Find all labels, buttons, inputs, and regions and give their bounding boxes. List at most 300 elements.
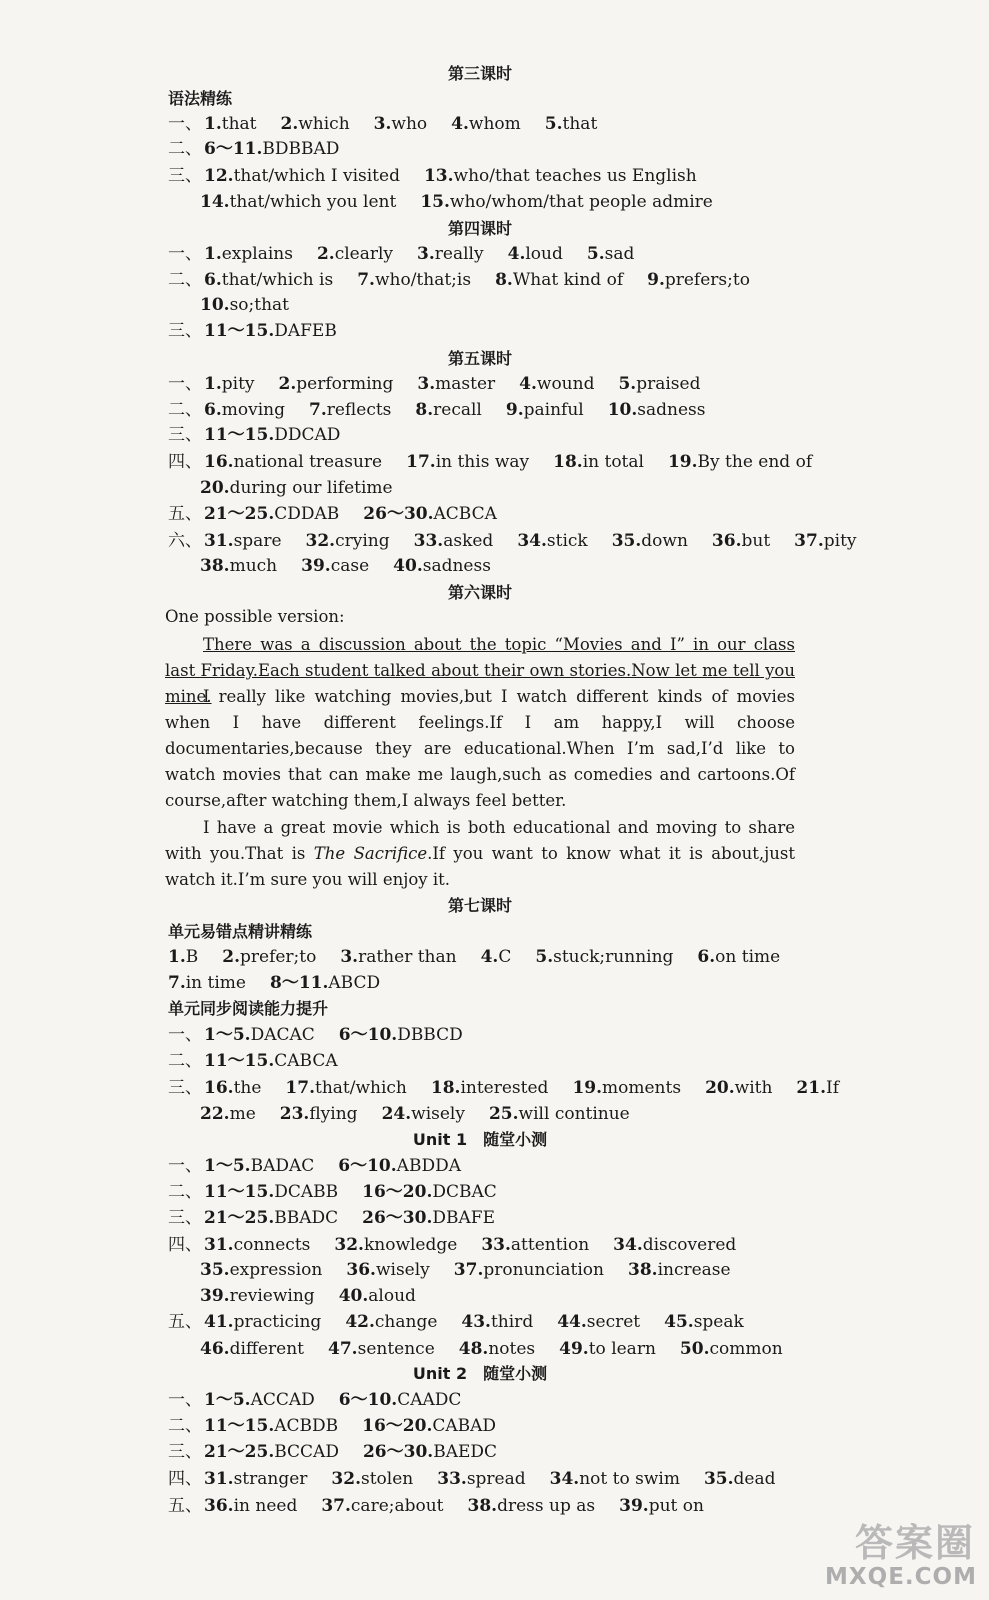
answer-number: 15. (420, 192, 450, 212)
answer-text: will continue (518, 1104, 630, 1124)
question-group-marker: 三、 (168, 166, 202, 186)
answer-item (559, 1339, 656, 1359)
answer-line (200, 1102, 654, 1126)
answer-item (519, 374, 594, 394)
answer-number: 22. (200, 1104, 230, 1124)
answer-text: pity (221, 374, 255, 394)
answer-text: attention (510, 1235, 590, 1255)
answer-number: 36. (204, 1496, 234, 1516)
answer-item (204, 1312, 321, 1332)
answer-text: stolen (361, 1469, 414, 1489)
answer-number: 14. (200, 192, 230, 212)
answer-item (362, 1208, 495, 1228)
answer-text: on time (715, 947, 781, 967)
answer-text: reflects (326, 400, 392, 420)
answer-text: that/which is (221, 270, 334, 290)
answer-item (489, 1104, 630, 1124)
answer-item (345, 1312, 437, 1332)
answer-item (339, 1025, 463, 1045)
answer-text: sadness (637, 400, 706, 420)
answer-line (168, 1440, 521, 1464)
section-heading: 第四课时 (447, 219, 512, 238)
answer-number: 44. (557, 1312, 587, 1332)
question-group-marker: 二、 (168, 1051, 202, 1071)
answer-text: DBBCD (397, 1025, 463, 1045)
answer-number: 34. (613, 1235, 643, 1255)
answer-text: recall (433, 400, 482, 420)
question-group-marker: 六、 (168, 531, 202, 551)
answer-number: 32. (334, 1235, 364, 1255)
answer-item (508, 244, 563, 264)
answer-text: discovered (642, 1235, 737, 1255)
watermark-top: 答案圈 (854, 1521, 975, 1565)
answer-item (612, 531, 688, 551)
answer-text: pity (823, 531, 857, 551)
answer-text: whom (468, 114, 521, 134)
answer-item (306, 531, 390, 551)
answer-item (406, 452, 529, 472)
answer-text: CDDAB (274, 504, 340, 524)
answer-text: DAFEB (274, 321, 337, 341)
answer-number: 33. (437, 1469, 467, 1489)
answer-text: sadness (422, 556, 491, 576)
answer-line (168, 137, 363, 161)
answer-item (481, 947, 512, 967)
answer-item (454, 1260, 604, 1280)
section-heading: 第六课时 (447, 583, 512, 602)
question-group-marker: 二、 (168, 400, 202, 420)
answer-text: national treasure (233, 452, 383, 472)
answer-number: 5. (618, 374, 637, 394)
answer-text: performing (296, 374, 394, 394)
answer-text: but (741, 531, 771, 551)
answer-number: 33. (481, 1235, 511, 1255)
answer-text: case (330, 556, 370, 576)
question-group-marker: 二、 (168, 270, 202, 290)
answer-item (628, 1260, 731, 1280)
answer-item (204, 400, 285, 420)
answer-text: which (298, 114, 350, 134)
answer-text: master (435, 374, 496, 394)
answer-number: 4. (451, 114, 469, 134)
answer-text: crying (335, 531, 390, 551)
answer-item (168, 973, 246, 993)
section-heading: 第五课时 (447, 349, 512, 368)
subheading: 语法精练 (168, 89, 233, 108)
answer-item (339, 1390, 462, 1410)
answer-number: 34. (517, 531, 547, 551)
answer-number: 2. (316, 244, 335, 264)
answer-text: DDCAD (274, 425, 341, 445)
answer-text: in time (185, 973, 246, 993)
answer-text: rather than (358, 947, 457, 967)
answer-number: 10. (607, 400, 638, 420)
answer-text: BDBBAD (262, 139, 340, 159)
answer-text: B (185, 947, 199, 967)
answer-item (697, 947, 780, 967)
answer-item (382, 1104, 465, 1124)
answer-item (506, 400, 584, 420)
answer-text: DCBAC (432, 1182, 497, 1202)
answer-number: 37. (794, 531, 824, 551)
answer-text: connects (233, 1235, 311, 1255)
answer-item (618, 374, 700, 394)
answer-item (279, 374, 394, 394)
answer-text: spread (466, 1469, 526, 1489)
answer-line (168, 529, 881, 553)
answer-text: prefer;to (240, 947, 317, 967)
answer-number: 6. (204, 400, 222, 420)
answer-text: dress up as (497, 1496, 596, 1516)
answer-item (461, 1312, 533, 1332)
answer-text: stranger (233, 1469, 308, 1489)
answer-number: 6. (204, 270, 222, 290)
question-group-marker: 一、 (168, 114, 202, 134)
question-group-marker: 三、 (168, 1442, 202, 1462)
answer-text: CABCA (274, 1051, 338, 1071)
answer-item (362, 1182, 497, 1202)
answer-number: 3. (373, 114, 392, 134)
answer-item (270, 973, 380, 993)
answer-item (204, 1208, 338, 1228)
answer-item (363, 1442, 497, 1462)
answer-number: 2. (280, 114, 299, 134)
answer-line (168, 1494, 728, 1518)
question-group-marker: 三、 (168, 1078, 202, 1098)
answer-item (301, 556, 369, 576)
answer-text: practicing (233, 1312, 322, 1332)
answer-text: expression (229, 1260, 323, 1280)
answer-item (340, 947, 456, 967)
answer-text: really (434, 244, 484, 264)
answer-number: 26～30. (362, 1442, 434, 1462)
answer-number: 1. (204, 244, 222, 264)
answer-number: 8. (495, 270, 513, 290)
answer-item (668, 452, 812, 472)
answer-item (200, 556, 277, 576)
answer-number: 26～30. (363, 504, 434, 524)
answer-line (168, 502, 521, 526)
answer-item (204, 166, 400, 186)
answer-text: BBADC (274, 1208, 339, 1228)
answer-line (168, 1467, 800, 1491)
watermark-logo (760, 1508, 989, 1600)
answer-number: 6～10. (338, 1390, 398, 1410)
answer-number: 40. (338, 1286, 369, 1306)
answer-item (204, 1442, 339, 1462)
answer-text: much (229, 556, 278, 576)
answer-text: ACCAD (250, 1390, 315, 1410)
question-group-marker: 三、 (168, 1208, 202, 1228)
answer-item (495, 270, 623, 290)
answer-text: CABAD (432, 1416, 497, 1436)
answer-text: that/which you lent (229, 192, 397, 212)
answer-text: not to swim (579, 1469, 680, 1489)
answer-number: 6～10. (338, 1025, 398, 1045)
answer-number: 11～15. (204, 321, 275, 341)
answer-line (168, 971, 404, 995)
answer-text: prefers;to (664, 270, 750, 290)
answer-item (204, 270, 333, 290)
answer-number: 39. (301, 556, 331, 576)
answer-text: ABCD (328, 973, 381, 993)
answer-text: CAADC (397, 1390, 462, 1410)
answer-item (317, 244, 393, 264)
section-heading: 第三课时 (447, 64, 512, 83)
question-group-marker: 三、 (168, 321, 202, 341)
answer-line (200, 476, 417, 500)
answer-number: 13. (423, 166, 454, 186)
answer-number: 26～30. (362, 1208, 433, 1228)
answer-line (168, 268, 774, 292)
answer-item (420, 192, 713, 212)
answer-text: stick (546, 531, 588, 551)
answer-text: wisely (375, 1260, 430, 1280)
question-group-marker: 二、 (168, 1416, 202, 1436)
answer-number: 4. (507, 244, 526, 264)
answer-item (557, 1312, 640, 1332)
answer-text: who/that teaches us English (453, 166, 697, 186)
answer-item (451, 114, 521, 134)
answer-number: 37. (453, 1260, 484, 1280)
answer-item (204, 504, 339, 524)
answer-line (168, 1180, 521, 1204)
section-heading: 第七课时 (447, 896, 512, 915)
answer-number: 9. (647, 270, 665, 290)
answer-item (204, 1156, 314, 1176)
answer-number: 9. (505, 400, 524, 420)
answer-number: 11～15. (204, 1416, 275, 1436)
answer-item (357, 270, 471, 290)
answer-line (168, 1310, 768, 1334)
answer-text: ACBDB (274, 1416, 339, 1436)
answer-text: DCABB (274, 1182, 339, 1202)
answer-number: 6～10. (338, 1156, 397, 1176)
answer-text: reviewing (229, 1286, 315, 1306)
answer-item (321, 1496, 443, 1516)
answer-text: wisely (411, 1104, 465, 1124)
answer-text: If (826, 1078, 840, 1098)
answer-item (346, 1260, 429, 1280)
answer-number: 12. (204, 166, 234, 186)
answer-text: DBAFE (432, 1208, 495, 1228)
answer-number: 2. (222, 947, 240, 967)
answer-text: secret (586, 1312, 641, 1332)
question-group-marker: 四、 (168, 1235, 202, 1255)
answer-number: 7. (357, 270, 375, 290)
answer-text: interested (460, 1078, 549, 1098)
answer-item (204, 531, 282, 551)
answer-item (204, 321, 337, 341)
answer-number: 1～5. (204, 1025, 251, 1045)
question-group-marker: 四、 (168, 1469, 202, 1489)
answer-number: 50. (679, 1339, 710, 1359)
answer-item (608, 400, 706, 420)
answer-number: 8. (415, 400, 434, 420)
answer-item (431, 1078, 549, 1098)
answer-number: 20. (200, 478, 230, 498)
answer-text: increase (657, 1260, 731, 1280)
section-heading: Unit 2 随堂小测 (412, 1364, 548, 1383)
answer-item (680, 1339, 783, 1359)
question-group-marker: 三、 (168, 425, 202, 445)
answer-number: 46. (200, 1339, 230, 1359)
answer-item (328, 1339, 435, 1359)
answer-line (168, 319, 361, 343)
answer-line (200, 1337, 807, 1361)
answer-item (468, 1496, 596, 1516)
answer-text: down (641, 531, 688, 551)
answer-item (204, 1235, 310, 1255)
answer-text: BADAC (250, 1156, 315, 1176)
answer-text: in total (582, 452, 644, 472)
answer-item (204, 139, 339, 159)
answer-number: 21. (796, 1078, 826, 1098)
answer-number: 35. (200, 1260, 230, 1280)
answer-line (168, 1154, 485, 1178)
answer-item (285, 1078, 406, 1098)
answer-number: 36. (711, 531, 742, 551)
question-group-marker: 一、 (168, 1390, 202, 1410)
answer-text: pronunciation (483, 1260, 604, 1280)
answer-number: 1. (168, 947, 186, 967)
subheading: 单元易错点精讲精练 (168, 922, 313, 941)
answer-text: during our lifetime (229, 478, 393, 498)
answer-number: 35. (611, 531, 642, 551)
answer-number: 45. (664, 1312, 694, 1332)
answer-number: 20. (705, 1078, 735, 1098)
subheading: 单元同步阅读能力提升 (168, 999, 329, 1018)
answer-number: 35. (703, 1469, 734, 1489)
answer-text: in this way (435, 452, 530, 472)
answer-number: 38. (628, 1260, 658, 1280)
answer-number: 25. (488, 1104, 519, 1124)
answer-line (168, 945, 804, 969)
answer-number: 36. (346, 1260, 376, 1280)
answer-text: sad (604, 244, 635, 264)
answer-number: 17. (406, 452, 436, 472)
answer-text: who/that;is (374, 270, 472, 290)
answer-item (204, 1078, 261, 1098)
answer-text: moments (602, 1078, 682, 1098)
answer-item (204, 1182, 338, 1202)
answer-text: dead (733, 1469, 776, 1489)
answer-number: 10. (200, 295, 230, 315)
answer-text: moving (221, 400, 285, 420)
answer-number: 1～5. (204, 1390, 251, 1410)
answer-text: asked (443, 531, 494, 551)
essay-paragraph-1: There was a discussion about the topic “Movies and I” in our class last Friday.Each student talked about their own stories.Now let me tell you mine. (165, 635, 795, 706)
answer-text: praised (636, 374, 701, 394)
question-group-marker: 一、 (168, 244, 202, 264)
answer-text: stuck;running (553, 947, 674, 967)
answer-text: ACBCA (433, 504, 497, 524)
answer-text: DACAC (250, 1025, 315, 1045)
answer-text: aloud (368, 1286, 416, 1306)
answer-item (204, 1390, 315, 1410)
answer-item (417, 374, 495, 394)
answer-number: 38. (467, 1496, 498, 1516)
answer-text: who (391, 114, 428, 134)
answer-item (481, 1235, 589, 1255)
answer-item (374, 114, 428, 134)
answer-number: 23. (279, 1104, 310, 1124)
answer-number: 17. (285, 1078, 315, 1098)
answer-item (796, 1078, 839, 1098)
answer-text: different (229, 1339, 305, 1359)
answer-number: 48. (458, 1339, 489, 1359)
answer-text: ABDDA (396, 1156, 461, 1176)
answer-item (168, 947, 198, 967)
question-group-marker: 四、 (168, 452, 202, 472)
answer-line (200, 293, 313, 317)
answer-number: 16～20. (362, 1416, 433, 1436)
answer-text: that (221, 114, 257, 134)
answer-item (414, 531, 494, 551)
answer-text: C (498, 947, 512, 967)
answer-number: 33. (413, 531, 444, 551)
answer-number: 3. (417, 244, 435, 264)
answer-item (664, 1312, 744, 1332)
question-group-marker: 一、 (168, 1156, 202, 1176)
answer-line (168, 112, 621, 136)
essay-paragraph-2: I really like watching movies,but I watch different kinds of movies when I have different feelings.If I am happy,I will choose documentaries,because they are educational.When I’m sad,I’d like to watch movies that can make me laugh,such as comedies and cartoons.Of course,after watching them,I always feel better. (165, 687, 795, 810)
answer-number: 31. (204, 531, 234, 551)
answer-number: 7. (308, 400, 327, 420)
answer-text: BAEDC (433, 1442, 498, 1462)
answer-number: 6. (697, 947, 716, 967)
answer-text: clearly (334, 244, 394, 264)
answer-item (204, 425, 340, 445)
answer-text: explains (221, 244, 293, 264)
answer-number: 32. (331, 1469, 361, 1489)
answer-number: 5. (544, 114, 563, 134)
answer-line (168, 1076, 863, 1100)
answer-line (168, 1233, 760, 1257)
question-group-marker: 一、 (168, 374, 202, 394)
answer-text: loud (525, 244, 563, 264)
answer-line (168, 450, 836, 474)
answer-item (281, 114, 350, 134)
answer-item (200, 1260, 322, 1280)
answer-line (168, 398, 730, 422)
answer-item (794, 531, 856, 551)
question-group-marker: 一、 (168, 1025, 202, 1045)
answer-line (168, 1023, 487, 1047)
section-heading: Unit 1 随堂小测 (412, 1130, 548, 1149)
answer-number: 38. (200, 556, 230, 576)
answer-number: 41. (204, 1312, 234, 1332)
answer-number: 6～11. (204, 139, 263, 159)
answer-item (200, 1104, 256, 1124)
answer-number: 31. (204, 1469, 234, 1489)
question-group-marker: 二、 (168, 1182, 202, 1202)
question-group-marker: 五、 (168, 504, 202, 524)
answer-text: knowledge (363, 1235, 458, 1255)
answer-item (572, 1078, 681, 1098)
answer-text: BCCAD (274, 1442, 339, 1462)
answer-number: 16. (204, 1078, 234, 1098)
answer-item (704, 1469, 776, 1489)
answer-item (204, 452, 382, 472)
answer-number: 31. (204, 1235, 234, 1255)
answer-line (168, 164, 721, 188)
answer-item (204, 114, 257, 134)
answer-number: 40. (393, 556, 423, 576)
answer-number: 2. (278, 374, 297, 394)
answer-text: that/which (315, 1078, 407, 1098)
answer-number: 11～15. (204, 1182, 275, 1202)
